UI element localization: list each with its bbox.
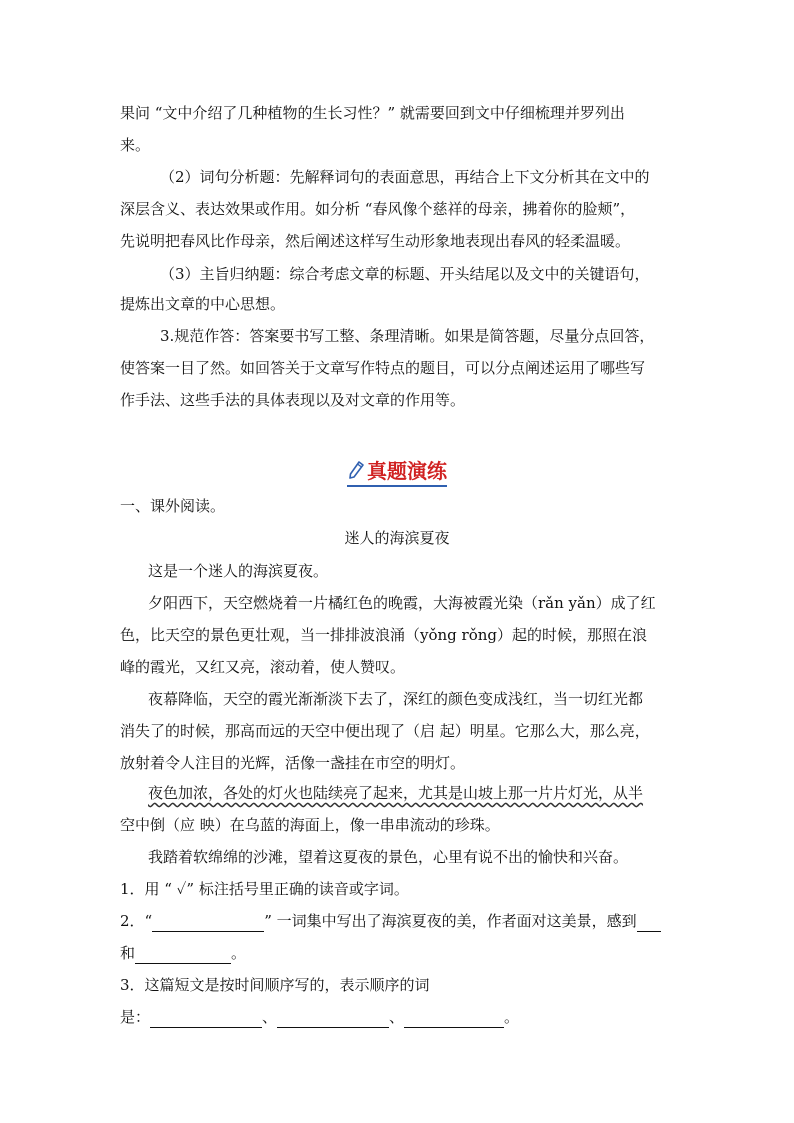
intro-line: 3.规范作答：答案要书写工整、条理清晰。如果是简答题，尽量分点回答， bbox=[160, 327, 655, 345]
intro-line: （2）词句分析题：先解释词句的表面意思，再结合上下文分析其在文中的 bbox=[160, 168, 650, 186]
intro-line: 作手法、这些手法的具体表现以及对文章的作用等。 bbox=[120, 391, 466, 409]
section-header bbox=[0, 455, 794, 487]
intro-line: 先说明把春风比作母亲，然后阐述这样写生动形象地表现出春风的轻柔温暖。 bbox=[120, 232, 631, 250]
story-line: 放射着令人注目的光辉，活像一盏挂在市空的明灯。 bbox=[120, 754, 466, 772]
intro-line: 提炼出文章的中心思想。 bbox=[120, 295, 286, 313]
question-3-cont: 是： 、 、 。 bbox=[120, 1008, 520, 1026]
answer-blank[interactable] bbox=[150, 1011, 262, 1028]
story-line-underlined: 夜色加浓，各处的灯火也陆续亮了起来，尤其是山坡上那一片片灯光，从半 bbox=[148, 784, 644, 802]
answer-blank[interactable] bbox=[637, 915, 661, 932]
question-1: 1．用 “ ✓” 标注括号里正确的读音或字词。 bbox=[120, 880, 409, 898]
section-title bbox=[347, 455, 447, 487]
exercise-heading: 一、课外阅读。 bbox=[120, 497, 226, 515]
question-2: 2．“ ” 一词集中写出了海滨夏夜的美，作者面对这美景，感到 bbox=[120, 910, 661, 932]
answer-blank[interactable] bbox=[152, 915, 264, 932]
intro-line: 来。 bbox=[120, 136, 151, 154]
section-title-text: 真题演练 bbox=[367, 459, 447, 483]
intro-line: 使答案一目了然。如回答关于文章写作特点的题目，可以分点阐述运用了哪些写 bbox=[120, 359, 646, 377]
intro-line: 果问 “文中介绍了几种植物的生长习性？” 就需要回到文中仔细梳理并罗列出 bbox=[120, 104, 625, 122]
question-2-cont: 和 。 bbox=[120, 944, 247, 962]
pencil-icon bbox=[347, 460, 365, 480]
answer-blank[interactable] bbox=[135, 947, 231, 964]
intro-line: 深层含义、表达效果或作用。如分析 “春风像个慈祥的母亲，拂着你的脸颊”， bbox=[120, 200, 636, 218]
story-line: 夜幕降临，天空的霞光渐渐淡下去了，深红的颜色变成浅红，当一切红光都 bbox=[148, 690, 644, 708]
story-line: 色，比天空的景色更壮观，当一排排波浪涌（yǒng rǒng）起的时候，那照在浪 bbox=[120, 626, 648, 644]
story-line: 消失了的时候，那高而远的天空中便出现了（启 起）明星。它那么大，那么亮， bbox=[120, 722, 650, 740]
story-line: 峰的霞光，又红又亮，滚动着，使人赞叹。 bbox=[120, 658, 406, 676]
story-line: 夕阳西下，天空燃烧着一片橘红色的晚霞，大海被霞光染（rǎn yǎn）成了红 bbox=[148, 594, 656, 612]
story-line: 我踏着软绵绵的沙滩，望着这夏夜的景色，心里有说不出的愉快和兴奋。 bbox=[148, 848, 629, 866]
question-3: 3．这篇短文是按时间顺序写的，表示顺序的词 bbox=[120, 976, 430, 994]
story-line: 空中倒（应 映）在乌蓝的海面上，像一串串流动的珍珠。 bbox=[120, 816, 500, 834]
answer-blank[interactable] bbox=[277, 1011, 389, 1028]
answer-blank[interactable] bbox=[404, 1011, 504, 1028]
intro-line: （3）主旨归纳题：综合考虑文章的标题、开头结尾以及文中的关键语句， bbox=[160, 265, 650, 283]
story-title: 迷人的海滨夏夜 bbox=[344, 529, 450, 547]
story-line: 这是一个迷人的海滨夏夜。 bbox=[148, 562, 329, 580]
